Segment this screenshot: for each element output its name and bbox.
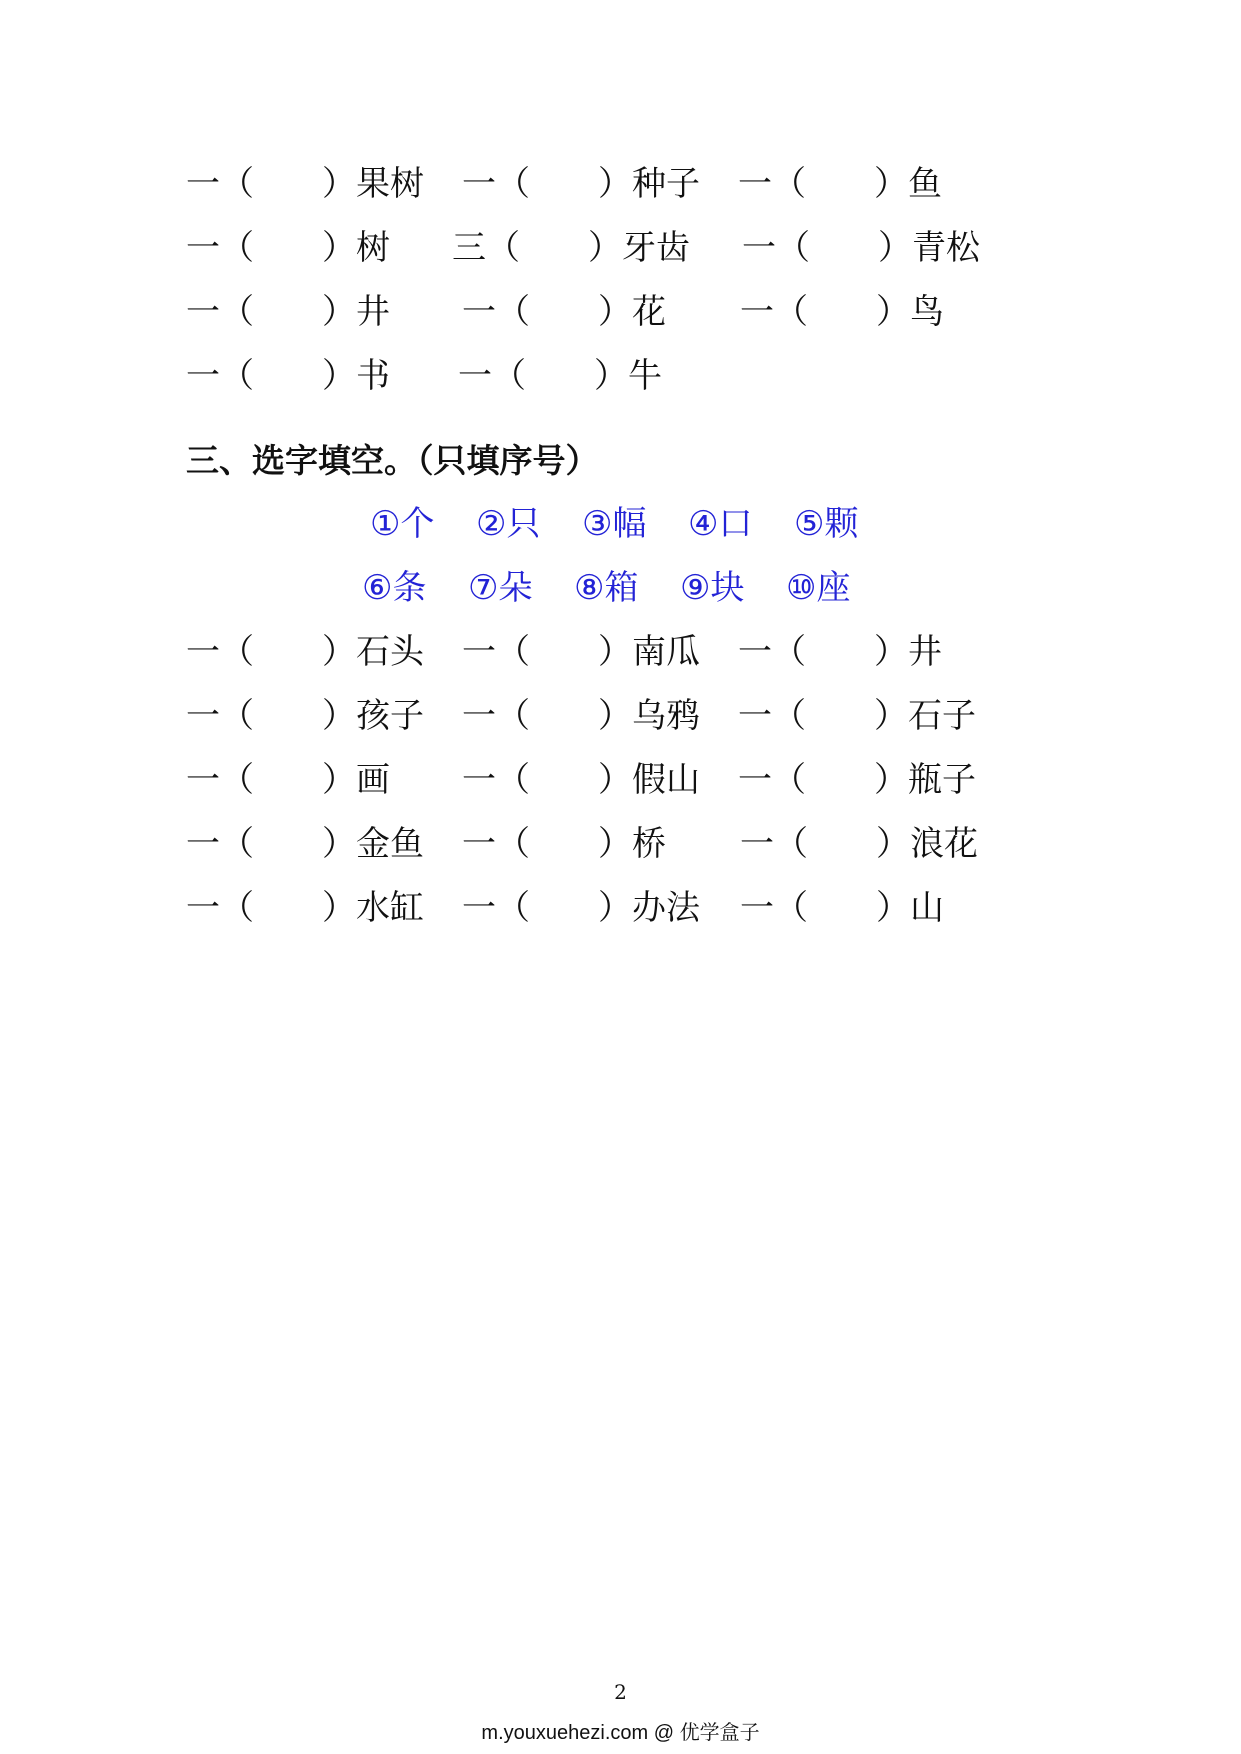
fill-blank-item: 一（ ）花 xyxy=(462,292,666,332)
fill-blank-item: 一（ ）树 xyxy=(186,228,390,268)
fill-blank-item: 一（ ）办法 xyxy=(462,888,700,928)
fill-blank-item: 一（ ）山 xyxy=(740,888,944,928)
option-item: ⑦朵 xyxy=(468,568,533,608)
page-number: 2 xyxy=(614,1680,627,1704)
fill-blank-item: 一（ ）果树 xyxy=(186,164,424,204)
option-item: ⑩座 xyxy=(786,568,851,608)
fill-blank-item: 一（ ）种子 xyxy=(462,164,700,204)
option-item: ⑥条 xyxy=(362,568,427,608)
fill-blank-item: 一（ ）假山 xyxy=(462,760,700,800)
option-item: ⑤颗 xyxy=(794,504,859,544)
fill-blank-item: 一（ ）鸟 xyxy=(740,292,944,332)
option-item: ⑨块 xyxy=(680,568,745,608)
fill-blank-item: 一（ ）南瓜 xyxy=(462,632,700,672)
footer-source: m.youxuehezi.com @ 优学盒子 xyxy=(481,1722,760,1744)
fill-blank-item: 一（ ）金鱼 xyxy=(186,824,424,864)
fill-blank-item: 一（ ）水缸 xyxy=(186,888,424,928)
fill-blank-item: 一（ ）乌鸦 xyxy=(462,696,700,736)
fill-blank-item: 一（ ）瓶子 xyxy=(738,760,976,800)
fill-blank-item: 一（ ）井 xyxy=(186,292,390,332)
fill-blank-item: 一（ ）孩子 xyxy=(186,696,424,736)
fill-blank-item: 一（ ）桥 xyxy=(462,824,666,864)
fill-blank-item: 一（ ）书 xyxy=(186,356,390,396)
fill-blank-item: 三（ ）牙齿 xyxy=(452,228,690,268)
fill-blank-item: 一（ ）鱼 xyxy=(738,164,942,204)
fill-blank-item: 一（ ）画 xyxy=(186,760,390,800)
section-heading: 三、选字填空。（只填序号） xyxy=(186,441,599,480)
fill-blank-item: 一（ ）浪花 xyxy=(740,824,978,864)
fill-blank-item: 一（ ）青松 xyxy=(742,228,980,268)
option-item: ④口 xyxy=(688,504,753,544)
fill-blank-item: 一（ ）石头 xyxy=(186,632,424,672)
option-item: ②只 xyxy=(476,504,541,544)
fill-blank-item: 一（ ）牛 xyxy=(458,356,662,396)
fill-blank-item: 一（ ）井 xyxy=(738,632,942,672)
option-item: ⑧箱 xyxy=(574,568,639,608)
fill-blank-item: 一（ ）石子 xyxy=(738,696,976,736)
option-item: ③幅 xyxy=(582,504,647,544)
option-item: ①个 xyxy=(370,504,435,544)
